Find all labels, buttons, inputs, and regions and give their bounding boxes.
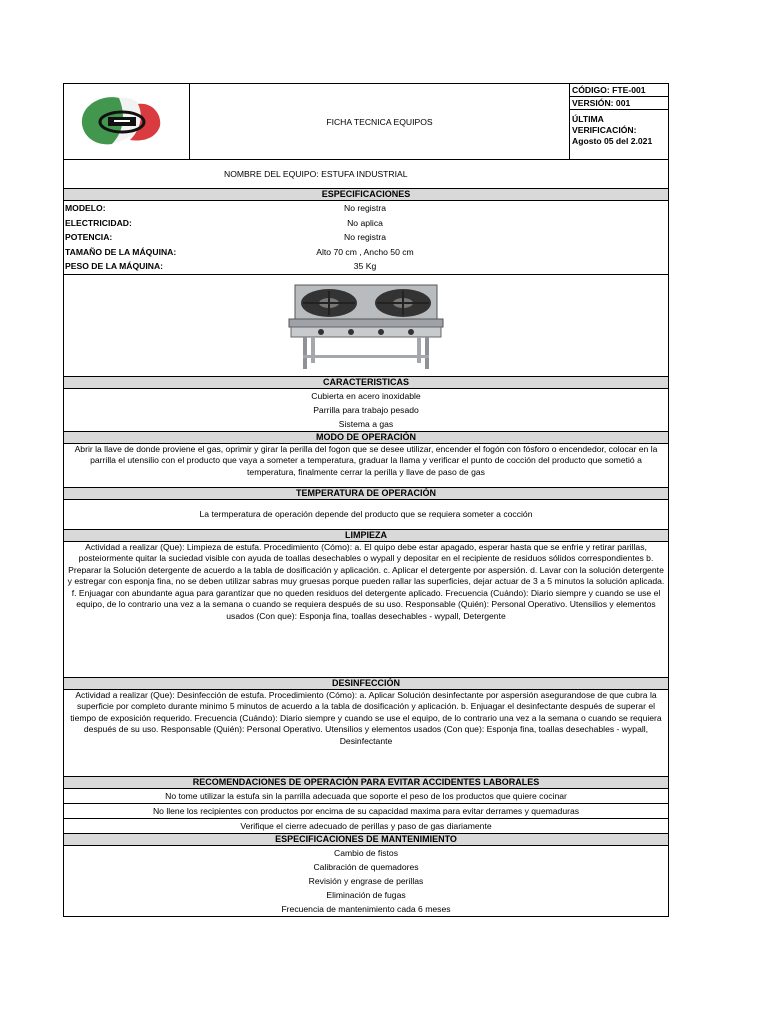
verification-label: ÚLTIMA VERIFICACIÓN: xyxy=(572,114,637,135)
cleaning-section xyxy=(64,541,668,677)
temperature-text: La termperatura de operación depende del producto que se requiera someter a cocción xyxy=(199,509,533,519)
spec-value: Alto 70 cm , Ancho 50 cm xyxy=(316,246,414,257)
spec-value: No registra xyxy=(343,232,387,242)
document-code: CÓDIGO: FTE-001 xyxy=(572,85,646,95)
characteristics-list xyxy=(64,388,668,431)
spec-value: No registra xyxy=(343,203,387,213)
maintenance-item: Frecuencia de mantenimiento cada 6 meses xyxy=(281,903,451,914)
characteristic-item: Cubierta en acero inoxidable xyxy=(311,390,421,401)
spec-label: ELECTRICIDAD: xyxy=(65,217,132,228)
maintenance-item: Calibración de quemadores xyxy=(313,861,419,872)
equipment-name: NOMBRE DEL EQUIPO: ESTUFA INDUSTRIAL xyxy=(224,169,408,179)
characteristics-heading: CARACTERISTICAS xyxy=(64,376,668,388)
document-version: VERSIÓN: 001 xyxy=(570,96,668,109)
characteristic-item: Sistema a gas xyxy=(338,418,394,429)
maintenance-heading: ESPECIFICACIONES DE MANTENIMIENTO xyxy=(64,833,668,845)
technical-sheet xyxy=(63,83,669,917)
maintenance-item: Eliminación de fugas xyxy=(326,889,406,900)
spec-row-size xyxy=(64,245,668,260)
characteristic-item: Parrilla para trabajo pesado xyxy=(313,404,419,415)
maintenance-item: Cambio de fistos xyxy=(333,847,398,858)
document-meta xyxy=(570,84,668,159)
company-logo xyxy=(64,84,190,159)
cleaning-text: Actividad a realizar (Que): Limpieza de estufa. Procedimiento (Cómo): a. El quipo debe estar apagado, esperar hasta que se enfrie y retirar parillas, posteiormente quitar la suciedad visible con ayuda de toallas desechables o wypall y depositar en el recipiente de residuos sólidos correspondientes b. Preparar la Solución detergente de acuerdo a la tabla de dosificación y aplicación. c. Aplicar el detergente por aspersión. d. Lavar con la solución detergente y estregar con esponja fina, no se deben utilizar sabras muy gruesas porque pueden rallar las superficies, dejar actuar de 3 a 5 minutos la solución aplicada. f. Enjuagar con abundante agua para garantizar que no queden residuos del detergente aplicado. Frecuencia (Cuándo): Diario siempre y cuando se use el equipo, de lo contrario una vez a la semana o cuando se requiera después de su uso. Responsable (Quién): Personal Operativo. Utensilios y elementos usados (Con que): Esponja fina, toallas desechables - wypall, Detergente xyxy=(67,541,665,621)
temperature-heading: TEMPERATURA DE OPERACIÓN xyxy=(64,487,668,499)
verification-block xyxy=(570,109,668,147)
cleaning-heading: LIMPIEZA xyxy=(64,529,668,541)
maintenance-list xyxy=(64,845,668,916)
spec-label: PESO DE LA MÁQUINA: xyxy=(65,261,164,271)
recommendation-item: Verifique el cierre adecuado de perillas y paso de gas diariamente xyxy=(64,818,668,833)
spec-row-model xyxy=(64,201,668,216)
spec-label: TAMAÑO DE LA MÁQUINA: xyxy=(65,246,177,257)
sheet-header xyxy=(64,84,668,159)
specs-table xyxy=(64,200,668,274)
maintenance-item: Revisión y engrase de perillas xyxy=(308,875,424,886)
logo-icon xyxy=(64,84,189,159)
disinfection-text: Actividad a realizar (Que): Desinfección de estufa. Procedimiento (Cómo): a. Aplicar Solución desinfectante por aspersión asegurandose de que cubra la superficie por completo durante minimo 5 minutos de acuerdo a la tabla de dosificación y aplicación. b. Enjuagar el desinfectante después de superar el tiempo de exposición requerido. Frecuencia (Cuándo): Diario siempre y cuando se use el equipo, de lo contrario una vez a la semana o cuando se requiera después de su uso. Responsable (Quién): Personal Operativo. Utensilios y elementos usados (Con que): Esponja fina, toallas desechables - wypall, Desinfectante xyxy=(70,689,662,746)
operation-text: Abrir la llave de donde proviene el gas, oprimir y girar la perilla del fogon que se desee utilizar, encender el fogón con fósforo o encendedor, colocar en la parrilla el utensilio con el producto que vaya a someter a temperatura, graduar la llama y verificar el punto de cocción del producto que sometió a temperatura, finalmente cerrar la perilla y llave de paso de gas xyxy=(74,443,658,477)
temperature-section xyxy=(64,499,668,529)
verification-date: Agosto 05 del 2.021 xyxy=(572,136,653,146)
spec-row-weight xyxy=(64,259,668,274)
equipment-name-row xyxy=(64,159,668,188)
spec-value: No aplica xyxy=(347,217,383,228)
industrial-stove-icon xyxy=(281,279,451,371)
recommendation-item: No llene los recipientes con productos por encima de su capacidad maxima para evitar derrames y quemaduras xyxy=(64,803,668,818)
operation-section xyxy=(64,443,668,487)
disinfection-section xyxy=(64,689,668,776)
recommendation-item: No tome utilizar la estufa sin la parrilla adecuada que soporte el peso de los productos que quiere cocinar xyxy=(64,788,668,803)
operation-heading: MODO DE OPERACIÓN xyxy=(64,431,668,443)
spec-label: POTENCIA: xyxy=(65,232,113,242)
spec-row-electricity xyxy=(64,216,668,231)
spec-row-power xyxy=(64,230,668,245)
spec-label: MODELO: xyxy=(65,203,106,213)
disinfection-heading: DESINFECCIÓN xyxy=(64,677,668,689)
sheet-title: FICHA TECNICA EQUIPOS xyxy=(190,84,570,159)
recommendations-heading: RECOMENDACIONES DE OPERACIÓN PARA EVITAR ACCIDENTES LABORALES xyxy=(64,776,668,788)
specs-heading: ESPECIFICACIONES xyxy=(64,188,668,200)
equipment-photo-row xyxy=(64,274,668,376)
spec-value: 35 Kg xyxy=(353,261,377,271)
